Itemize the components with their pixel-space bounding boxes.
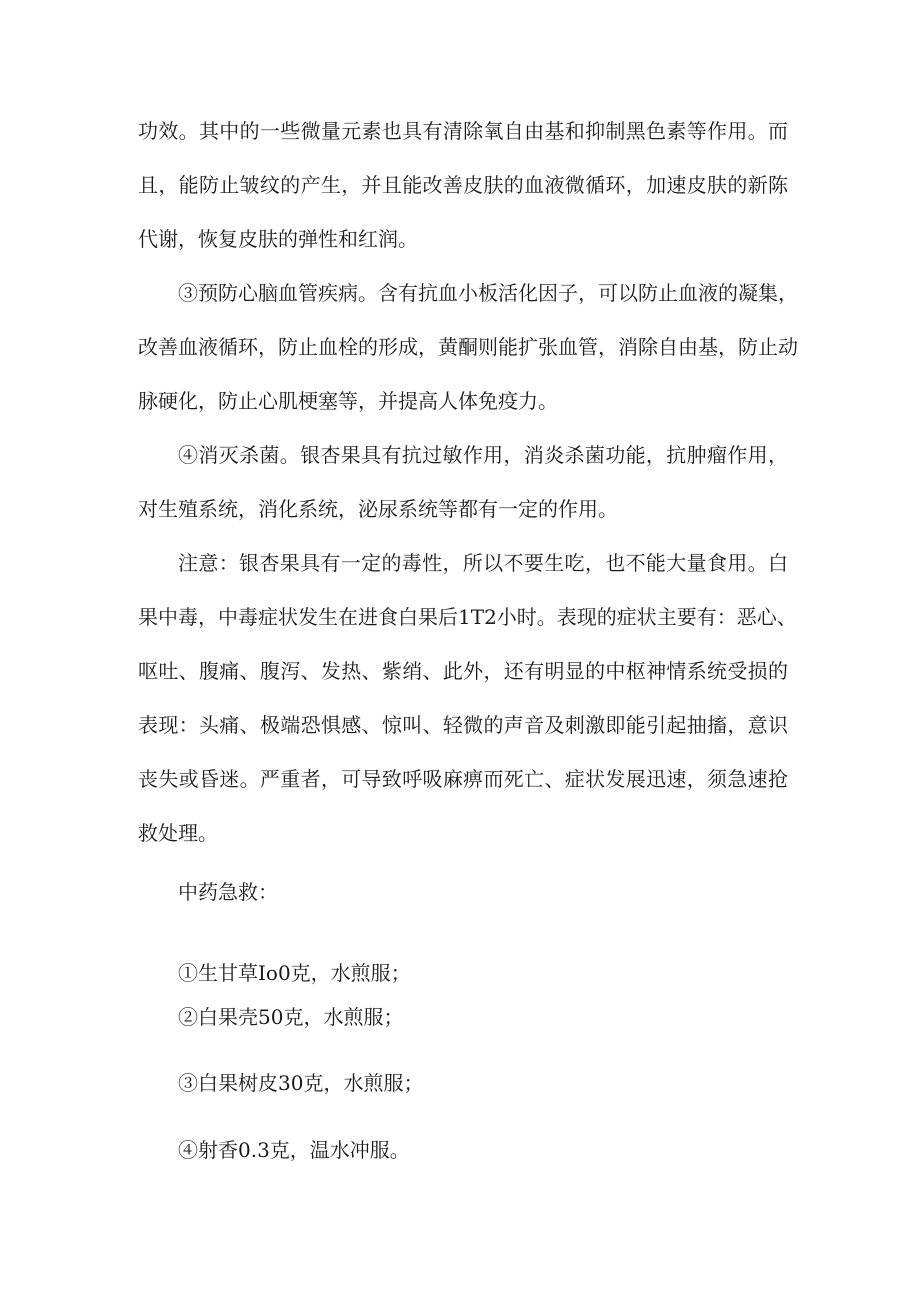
paragraph-2-line-3: 脉硬化，防止心肌梗塞等，并提高人体免疫力。: [138, 389, 558, 413]
remedy-heading: 中药急救：: [178, 880, 278, 904]
paragraph-4-line-3: 呕吐、腹痛、腹泻、发热、紫绡、此外，还有明显的中枢神情系统受损的: [138, 659, 788, 683]
paragraph-2-line-1: ③预防心脑血管疾病。含有抗血小板活化因子，可以防止血液的凝集，: [178, 281, 798, 305]
remedy-item-4: ④射香0.3克，温水冲服。: [178, 1138, 410, 1162]
paragraph-4-line-4: 表现：头痛、极端恐惧感、惊叫、轻微的声音及刺激即能引起抽搐，意识: [138, 713, 788, 737]
remedy-item-1: ①生甘草Io0克，水煎服；: [178, 961, 411, 985]
remedy-item-2: ②白果壳50克，水煎服；: [178, 1005, 404, 1029]
paragraph-4-line-5: 丧失或昏迷。严重者，可导致呼吸麻痹而死亡、症状发展迅速，须急速抢: [138, 767, 788, 791]
paragraph-1-line-2: 且，能防止皱纹的产生，并且能改善皮肤的血液微循环，加速皮肤的新陈: [138, 173, 788, 197]
paragraph-4-line-2: 果中毒，中毒症状发生在进食白果后1T2小时。表现的症状主要有：恶心、: [138, 605, 797, 629]
paragraph-4-line-6: 救处理。: [138, 821, 218, 845]
paragraph-3-line-2: 对生殖系统，消化系统，泌尿系统等都有一定的作用。: [138, 497, 618, 521]
remedy-item-3: ③白果树皮30克，水煎服；: [178, 1071, 424, 1095]
paragraph-1-line-1: 功效。其中的一些微量元素也具有清除氧自由基和抑制黑色素等作用。而: [138, 119, 788, 143]
paragraph-1-line-3: 代谢，恢复皮肤的弹性和红润。: [138, 227, 418, 251]
paragraph-4-line-1: 注意：银杏果具有一定的毒性，所以不要生吃，也不能大量食用。白: [178, 551, 788, 575]
paragraph-3-line-1: ④消灭杀菌。银杏果具有抗过敏作用，消炎杀菌功能，抗肿瘤作用，: [178, 443, 788, 467]
paragraph-2-line-2: 改善血液循环，防止血栓的形成，黄酮则能扩张血管，消除自由基，防止动: [138, 335, 798, 359]
